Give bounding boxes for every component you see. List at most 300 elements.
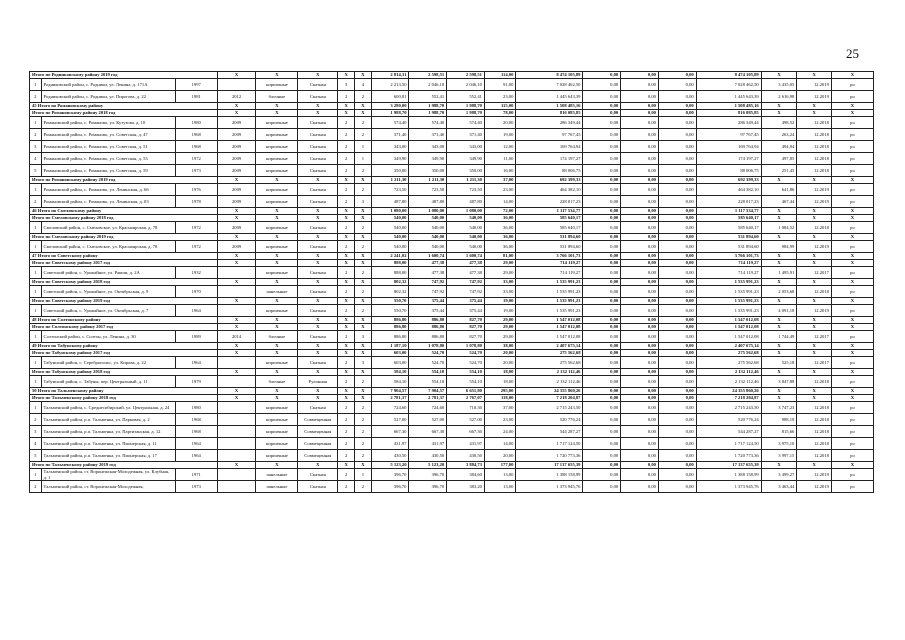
cell: 0,00 bbox=[621, 234, 659, 241]
cell: X bbox=[338, 462, 355, 469]
cell: ро bbox=[831, 91, 873, 103]
cell: X bbox=[298, 215, 338, 222]
page-number: 25 bbox=[846, 46, 859, 61]
cell: кирпичные bbox=[256, 117, 298, 129]
cell: 0,00 bbox=[658, 184, 696, 196]
cell: 24 355 860,26 bbox=[516, 388, 583, 395]
total-label: Итого по Солтонскому району 2017 год bbox=[30, 324, 218, 331]
cell: 0,00 bbox=[583, 79, 621, 91]
cell: X bbox=[354, 177, 371, 184]
row-number: 1 bbox=[30, 241, 42, 253]
cell: 2 bbox=[354, 402, 371, 414]
cell: Скатная bbox=[298, 91, 338, 103]
cell: 2 bbox=[338, 414, 355, 426]
table-row bbox=[30, 305, 874, 317]
cell: 1972 bbox=[175, 241, 217, 253]
cell: 37,00 bbox=[484, 402, 515, 414]
cell: Рулонная bbox=[298, 376, 338, 388]
cell: 0,00 bbox=[621, 343, 659, 350]
cell: X bbox=[217, 72, 256, 79]
cell: 2 bbox=[354, 222, 371, 234]
cell: кирпичные bbox=[256, 165, 298, 177]
cell: 667,30 bbox=[409, 426, 447, 438]
cell: 0,00 bbox=[621, 260, 659, 267]
cell: 1 080,00 bbox=[447, 208, 485, 215]
cell: кирпичные bbox=[256, 222, 298, 234]
cell: X bbox=[256, 103, 298, 110]
cell: X bbox=[217, 298, 256, 305]
cell: 2 bbox=[338, 165, 355, 177]
row-number: 1 bbox=[30, 469, 42, 481]
cell: 1973 bbox=[175, 165, 217, 177]
cell: 0,00 bbox=[621, 298, 659, 305]
cell: 350,00 bbox=[409, 165, 447, 177]
cell: 527,00 bbox=[447, 414, 485, 426]
cell: 1 373 945,76 bbox=[696, 481, 761, 493]
cell: 554,10 bbox=[447, 376, 485, 388]
cell: X bbox=[217, 462, 256, 469]
cell: 0,00 bbox=[658, 241, 696, 253]
row-number: 5 bbox=[30, 165, 42, 177]
cell: 4 091,18 bbox=[761, 305, 797, 317]
cell: блочные bbox=[256, 91, 298, 103]
cell: 0,00 bbox=[583, 129, 621, 141]
cell: 8 474 105,89 bbox=[696, 72, 761, 79]
cell: X bbox=[797, 395, 832, 402]
cell: 431,97 bbox=[447, 438, 485, 450]
table-row bbox=[30, 91, 874, 103]
cell: X bbox=[831, 72, 873, 79]
cell: X bbox=[256, 110, 298, 117]
cell: 169 764,94 bbox=[696, 141, 761, 153]
total-row bbox=[30, 343, 874, 350]
cell: 0,00 bbox=[583, 241, 621, 253]
cell: 544 287,27 bbox=[696, 426, 761, 438]
total-label: Итого по Советскому району 2018 год bbox=[30, 279, 218, 286]
cell: 7 028 462,50 bbox=[516, 79, 583, 91]
cell: X bbox=[831, 395, 873, 402]
cell: 0,00 bbox=[583, 91, 621, 103]
cell: X bbox=[761, 298, 797, 305]
cell: 724,60 bbox=[371, 402, 409, 414]
cell: кирпичные bbox=[256, 196, 298, 208]
cell: 0,00 bbox=[583, 402, 621, 414]
cell bbox=[217, 402, 256, 414]
cell: X bbox=[338, 72, 355, 79]
cell: 1 211,30 bbox=[371, 177, 409, 184]
cell: 38,00 bbox=[484, 343, 515, 350]
cell: 886,80 bbox=[409, 331, 447, 343]
cell: X bbox=[338, 317, 355, 324]
cell: X bbox=[797, 388, 832, 395]
cell: 2012 bbox=[217, 91, 256, 103]
total-row bbox=[30, 462, 874, 469]
cell: X bbox=[354, 395, 371, 402]
cell: 1972 bbox=[175, 153, 217, 165]
cell: 1 388 158,99 bbox=[696, 469, 761, 481]
cell: 1971 bbox=[175, 469, 217, 481]
cell: 0,00 bbox=[658, 317, 696, 324]
cell: 0,00 bbox=[621, 369, 659, 376]
cell: 540,00 bbox=[447, 222, 485, 234]
cell: 81,00 bbox=[484, 253, 515, 260]
cell: 603,00 bbox=[371, 357, 409, 369]
cell bbox=[217, 438, 256, 450]
cell: 585 640,17 bbox=[516, 222, 583, 234]
cell: X bbox=[338, 395, 355, 402]
cell: X bbox=[298, 388, 338, 395]
cell: 0,00 bbox=[658, 376, 696, 388]
cell: X bbox=[338, 298, 355, 305]
cell: 667,30 bbox=[371, 426, 409, 438]
cell: 520 776,24 bbox=[516, 414, 583, 426]
cell: 1 535 991,23 bbox=[516, 279, 583, 286]
cell: 531 894,60 bbox=[516, 234, 583, 241]
cell: 692 399,33 bbox=[696, 177, 761, 184]
cell: 0,00 bbox=[621, 305, 659, 317]
cell: 1 547 012,08 bbox=[696, 331, 761, 343]
cell: 3 747,23 bbox=[761, 402, 797, 414]
cell: X bbox=[761, 343, 797, 350]
row-number: 2 bbox=[30, 414, 42, 426]
cell: 1 988,70 bbox=[447, 103, 485, 110]
cell: 0,00 bbox=[583, 253, 621, 260]
cell: 524,70 bbox=[409, 357, 447, 369]
cell: X bbox=[797, 324, 832, 331]
cell: Скатная bbox=[298, 222, 338, 234]
cell: 747,92 bbox=[409, 279, 447, 286]
cell: X bbox=[831, 369, 873, 376]
cell: ро bbox=[831, 79, 873, 91]
cell: 0,00 bbox=[583, 376, 621, 388]
cell: 228 017,23 bbox=[516, 196, 583, 208]
cell: 0,00 bbox=[583, 286, 621, 298]
cell: X bbox=[797, 177, 832, 184]
total-label: Итого по Тальменскому району 2018 год bbox=[30, 395, 218, 402]
cell: 1 078,80 bbox=[409, 343, 447, 350]
cell: X bbox=[256, 72, 298, 79]
cell: 1976 bbox=[175, 184, 217, 196]
cell: 0,00 bbox=[658, 110, 696, 117]
cell: кирпичные bbox=[256, 153, 298, 165]
cell: 3 bbox=[354, 196, 371, 208]
cell: кирпичные bbox=[256, 357, 298, 369]
cell: 19,00 bbox=[484, 129, 515, 141]
cell: 2 bbox=[354, 286, 371, 298]
cell: 0,00 bbox=[658, 369, 696, 376]
cell: 1980 bbox=[175, 117, 217, 129]
cell: X bbox=[256, 395, 298, 402]
cell: 2 598,51 bbox=[447, 72, 485, 79]
cell: 886,80 bbox=[409, 317, 447, 324]
cell: 2 bbox=[354, 267, 371, 279]
cell: 724,60 bbox=[409, 402, 447, 414]
cell: 286 349,44 bbox=[516, 117, 583, 129]
cell: 1 bbox=[354, 141, 371, 153]
total-row bbox=[30, 215, 874, 222]
cell: 17 137 655,39 bbox=[696, 462, 761, 469]
cell: 0,00 bbox=[583, 450, 621, 462]
row-number: 1 bbox=[30, 357, 42, 369]
cell: 0,00 bbox=[621, 215, 659, 222]
cell: X bbox=[217, 279, 256, 286]
cell: X bbox=[354, 462, 371, 469]
cell: 33,00 bbox=[484, 286, 515, 298]
cell: ро bbox=[831, 469, 873, 481]
cell: 0,00 bbox=[583, 414, 621, 426]
cell: 692 399,33 bbox=[516, 177, 583, 184]
cell: 19,00 bbox=[484, 298, 515, 305]
cell: X bbox=[354, 279, 371, 286]
cell: 2 bbox=[338, 117, 355, 129]
total-row bbox=[30, 72, 874, 79]
table-row bbox=[30, 184, 874, 196]
cell: 2 bbox=[338, 481, 355, 493]
cell: 0,00 bbox=[621, 357, 659, 369]
total-row bbox=[30, 388, 874, 395]
cell: 0,00 bbox=[621, 481, 659, 493]
cell: X bbox=[256, 253, 298, 260]
cell: X bbox=[338, 388, 355, 395]
cell: 1 600,74 bbox=[409, 253, 447, 260]
cell: ро bbox=[831, 153, 873, 165]
cell: 888,00 bbox=[371, 260, 409, 267]
cell: 886,80 bbox=[409, 324, 447, 331]
cell: 1 117 534,77 bbox=[696, 208, 761, 215]
cell: 527,00 bbox=[371, 414, 409, 426]
cell: 1978 bbox=[175, 196, 217, 208]
cell: 0,00 bbox=[658, 324, 696, 331]
cell: 886,80 bbox=[371, 324, 409, 331]
cell: X bbox=[256, 208, 298, 215]
cell: 524,70 bbox=[447, 357, 485, 369]
cell: 0,00 bbox=[658, 279, 696, 286]
cell: кирпичные bbox=[256, 426, 298, 438]
cell: Скатная bbox=[298, 267, 338, 279]
cell bbox=[217, 376, 256, 388]
cell: ро bbox=[831, 196, 873, 208]
cell: ро bbox=[831, 267, 873, 279]
cell: 350,00 bbox=[447, 165, 485, 177]
cell: 0,00 bbox=[621, 165, 659, 177]
address-cell: Тальменский район, ст. Воронежская-Молодежная, ул. Клубная, д. 1 bbox=[41, 469, 175, 481]
cell: 2 598,51 bbox=[409, 72, 447, 79]
cell: 343,00 bbox=[447, 141, 485, 153]
cell: ро bbox=[831, 305, 873, 317]
cell: 540,00 bbox=[371, 215, 409, 222]
cell: кирпичные bbox=[256, 414, 298, 426]
cell: 1964 bbox=[175, 450, 217, 462]
cell: 0,00 bbox=[621, 153, 659, 165]
cell bbox=[217, 414, 256, 426]
cell: Совмещенная bbox=[298, 426, 338, 438]
cell: 17 137 655,39 bbox=[516, 462, 583, 469]
cell: 0,00 bbox=[621, 317, 659, 324]
cell: X bbox=[298, 298, 338, 305]
cell: 886,80 bbox=[371, 331, 409, 343]
address-cell: Тальменский район, р.п. Тальменка, ул. Пионерская, д. 17 bbox=[41, 450, 175, 462]
cell: X bbox=[797, 279, 832, 286]
cell: ро bbox=[831, 286, 873, 298]
cell: X bbox=[797, 110, 832, 117]
cell: 2 241,02 bbox=[371, 253, 409, 260]
cell: 554,10 bbox=[447, 369, 485, 376]
cell: 2 132 112,46 bbox=[516, 369, 583, 376]
cell: X bbox=[797, 234, 832, 241]
cell: 0,00 bbox=[621, 129, 659, 141]
cell: 0,00 bbox=[658, 426, 696, 438]
cell: 7 028 462,50 bbox=[696, 79, 761, 91]
cell: 12,00 bbox=[484, 141, 515, 153]
cell: X bbox=[217, 208, 256, 215]
cell: 1 988,70 bbox=[409, 103, 447, 110]
cell: 371,40 bbox=[371, 129, 409, 141]
cell: 2014 bbox=[217, 331, 256, 343]
cell: 0,00 bbox=[583, 117, 621, 129]
cell: 1 720 773,36 bbox=[516, 450, 583, 462]
row-number: 2 bbox=[30, 481, 42, 493]
total-row bbox=[30, 177, 874, 184]
cell: 1 547 012,08 bbox=[696, 317, 761, 324]
total-label: 49 Итого по Табунскому району bbox=[30, 343, 218, 350]
cell: кирпичные bbox=[256, 438, 298, 450]
cell: X bbox=[217, 343, 256, 350]
cell: 350,00 bbox=[371, 165, 409, 177]
cell: X bbox=[217, 215, 256, 222]
cell: 747,92 bbox=[447, 286, 485, 298]
cell: 2009 bbox=[217, 241, 256, 253]
cell: 0,00 bbox=[583, 426, 621, 438]
cell: 2 bbox=[338, 129, 355, 141]
cell: 2 bbox=[338, 91, 355, 103]
cell: X bbox=[354, 317, 371, 324]
cell: 0,00 bbox=[658, 208, 696, 215]
cell: 29,00 bbox=[484, 260, 515, 267]
cell: 1989 bbox=[175, 331, 217, 343]
cell: 12.2019 bbox=[797, 184, 832, 196]
cell: 2 bbox=[354, 426, 371, 438]
table-row bbox=[30, 129, 874, 141]
cell: 3 975,10 bbox=[761, 438, 797, 450]
cell: 275 562,68 bbox=[696, 350, 761, 357]
cell: ро bbox=[831, 141, 873, 153]
cell: X bbox=[761, 388, 797, 395]
cell: 2 bbox=[354, 184, 371, 196]
cell: 0,00 bbox=[583, 141, 621, 153]
cell: ро bbox=[831, 184, 873, 196]
cell: X bbox=[797, 343, 832, 350]
cell: 0,00 bbox=[583, 260, 621, 267]
cell: X bbox=[256, 324, 298, 331]
cell: X bbox=[298, 369, 338, 376]
housing-repair-table bbox=[29, 71, 874, 493]
cell: 1968 bbox=[175, 141, 217, 153]
cell: 13,00 bbox=[484, 469, 515, 481]
cell: 5 123,20 bbox=[371, 462, 409, 469]
cell: ро bbox=[831, 438, 873, 450]
cell: X bbox=[338, 343, 355, 350]
cell: X bbox=[217, 350, 256, 357]
cell: 12.2019 bbox=[797, 91, 832, 103]
cell: 12.2019 bbox=[797, 481, 832, 493]
cell: 29,00 bbox=[484, 267, 515, 279]
cell: 118,00 bbox=[484, 395, 515, 402]
cell: X bbox=[797, 253, 832, 260]
cell: 1968 bbox=[175, 414, 217, 426]
table-row bbox=[30, 438, 874, 450]
cell: 0,00 bbox=[658, 117, 696, 129]
cell: X bbox=[338, 260, 355, 267]
cell: 0,00 bbox=[621, 110, 659, 117]
cell: 531 894,60 bbox=[516, 241, 583, 253]
cell: 0,00 bbox=[621, 469, 659, 481]
cell bbox=[217, 426, 256, 438]
cell: Скатная bbox=[298, 117, 338, 129]
cell: 0,00 bbox=[658, 343, 696, 350]
cell: X bbox=[831, 343, 873, 350]
cell: Совмещенная bbox=[298, 450, 338, 462]
cell: 0,00 bbox=[583, 279, 621, 286]
cell: X bbox=[761, 260, 797, 267]
cell: 0,00 bbox=[658, 298, 696, 305]
cell: ро bbox=[831, 117, 873, 129]
cell: 2 132 112,46 bbox=[696, 376, 761, 388]
cell: X bbox=[831, 462, 873, 469]
cell: 1972 bbox=[175, 222, 217, 234]
total-row bbox=[30, 234, 874, 241]
cell: 0,00 bbox=[621, 253, 659, 260]
cell: 714 119,27 bbox=[516, 260, 583, 267]
cell: 1 187,10 bbox=[371, 343, 409, 350]
address-cell: Солтонский район, с. Солтон, ул. Ленина, д. 30 bbox=[41, 331, 175, 343]
cell: 641,86 bbox=[761, 184, 797, 196]
address-cell: Табунский район, с. Табуны, пер. Центральный, д. 11 bbox=[41, 376, 175, 388]
cell: 0,00 bbox=[583, 208, 621, 215]
cell: 552,41 bbox=[409, 91, 447, 103]
cell: 477,38 bbox=[447, 260, 485, 267]
cell: 349,90 bbox=[447, 153, 485, 165]
cell: 747,92 bbox=[447, 279, 485, 286]
cell: 2 781,37 bbox=[409, 395, 447, 402]
cell bbox=[217, 305, 256, 317]
cell: X bbox=[256, 177, 298, 184]
table-row bbox=[30, 153, 874, 165]
table-row bbox=[30, 414, 874, 426]
total-row bbox=[30, 395, 874, 402]
cell: 2 bbox=[354, 241, 371, 253]
cell: Скатная bbox=[298, 184, 338, 196]
cell: 524,70 bbox=[447, 350, 485, 357]
cell: X bbox=[298, 253, 338, 260]
cell: X bbox=[831, 260, 873, 267]
row-number: 1 bbox=[30, 331, 42, 343]
address-cell: Романовский район, с. Романово, ул. Ленинская, д. 66 bbox=[41, 184, 175, 196]
cell: 0,00 bbox=[658, 388, 696, 395]
cell: 2 bbox=[354, 450, 371, 462]
cell: 1 388 158,99 bbox=[516, 469, 583, 481]
cell: X bbox=[761, 462, 797, 469]
cell: X bbox=[217, 110, 256, 117]
cell: 3 280,00 bbox=[371, 103, 409, 110]
cell: 2 213,50 bbox=[371, 79, 409, 91]
cell: 2 bbox=[338, 286, 355, 298]
cell: 1979 bbox=[175, 376, 217, 388]
table-row bbox=[30, 117, 874, 129]
cell: 723,50 bbox=[447, 184, 485, 196]
cell: X bbox=[797, 103, 832, 110]
cell: X bbox=[256, 260, 298, 267]
cell: кирпичные bbox=[256, 79, 298, 91]
